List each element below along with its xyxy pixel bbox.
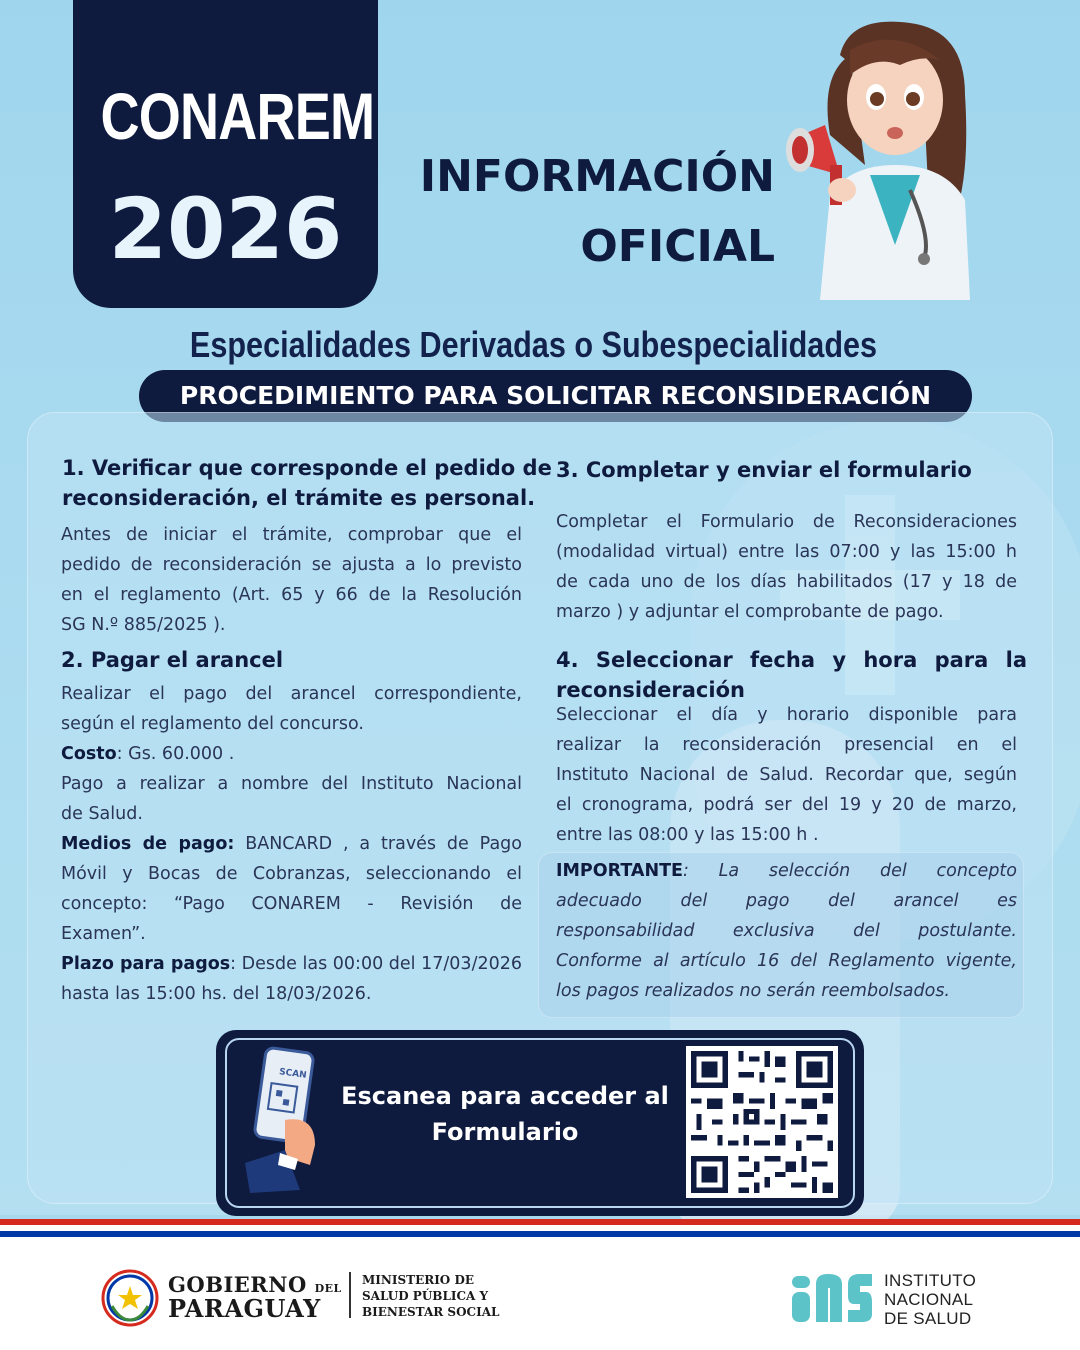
government-name-line1: GOBIERNO DEL (168, 1272, 342, 1297)
subtitle: Especialidades Derivadas o Subespecialidades (189, 324, 878, 365)
procedure-banner: PROCEDIMIENTO PARA SOLICITAR RECONSIDERACIÓN (139, 370, 972, 422)
step4-text: Seleccionar el día y horario disponible para realizar la reconsideración presencial en el Instituto Nacional de Salud. Recordar que, según el cronograma, podrá ser del 19 y 20 de marzo, entre las 08:00 y las 15:00 h . (556, 705, 1017, 845)
government-name-line2: PARAGUAY (168, 1294, 321, 1323)
doctor-megaphone-illustration (780, 15, 1000, 300)
step3-text: Completar el Formulario de Reconsideraciones (modalidad virtual) entre las 07:00 y las 15:00 h de cada uno de los días habilitados (17 y 18 de marzo ) y adjuntar el comprobante de pago. (556, 512, 1017, 622)
ins-logo-icon (790, 1270, 874, 1326)
phone-scan-label: SCAN (278, 1067, 308, 1081)
brand-title: CONAREM (100, 79, 375, 153)
step1-title: 1. Verificar que corresponde el pedido de reconsideración, el trámite es personal. (62, 456, 552, 510)
paraguay-seal-icon (100, 1268, 160, 1328)
phone-scan-icon (240, 1045, 330, 1195)
scan-instruction: Escanea para acceder al Formulario (341, 1082, 669, 1146)
step3-title: 3. Completar y enviar el formulario (556, 458, 972, 482)
info-title-line1: INFORMACIÓN (419, 151, 775, 202)
important-text: IMPORTANTE: La selección del concepto adecuado del pago del arancel es responsabilidad exclusiva del postulante. Conforme al artículo 16 del Reglamento vigente, los pagos realizados no serán reembolsados. (556, 861, 1017, 1001)
step4-title: 4. Seleccionar fecha y hora para la reconsideración (556, 648, 1027, 702)
ins-name: INSTITUTO NACIONAL DE SALUD (884, 1271, 977, 1328)
ministry-name: MINISTERIO DE SALUD PÚBLICA Y BIENESTAR SOCIAL (362, 1273, 500, 1319)
title-box (73, 0, 378, 308)
step2-title: 2. Pagar el arancel (61, 648, 284, 672)
step1-text: Antes de iniciar el trámite, comprobar que el pedido de reconsideración se ajusta a lo previsto en el reglamento (Art. 65 y 66 de la Resolución SG N.º 885/2025 ). (61, 525, 522, 635)
step2-text: Realizar el pago del arancel correspondiente, según el reglamento del concurso. Costo: Gs. 60.000 . Pago a realizar a nombre del Instituto Nacional de Salud. Medios de pago: BANCARD , a través de Pago Móvil y Bocas de Cobranzas, seleccionando el concepto: “Pago CONAREM - Revisión de Examen”. Plazo para pagos: Desde las 00:00 del 17/03/2026 hasta las 15:00 hs. del 18/03/2026. (61, 684, 522, 1004)
info-title-line2: OFICIAL (580, 221, 775, 272)
footer-divider (349, 1272, 351, 1318)
qr-code[interactable] (686, 1046, 838, 1198)
year-title: 2026 (108, 180, 343, 278)
